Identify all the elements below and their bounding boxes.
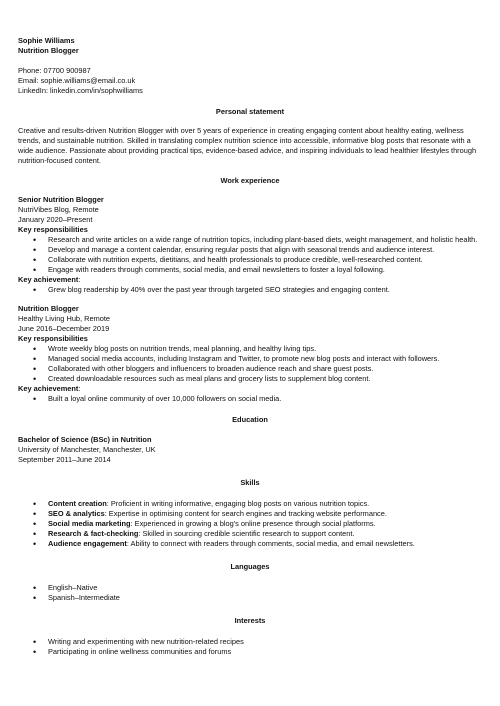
candidate-role: Nutrition Blogger bbox=[18, 46, 79, 55]
list-item: • Created downloadable resources such as meal plans and grocery lists to supplement blog content. bbox=[18, 374, 482, 384]
interests-list bbox=[18, 637, 482, 657]
list-item: • Managed social media accounts, including Instagram and Twitter, to promote new blog posts and interact with followers. bbox=[18, 354, 482, 364]
skill-name: Content creation bbox=[48, 499, 107, 508]
education-entry bbox=[18, 435, 482, 465]
language-item: • English–Native bbox=[18, 583, 482, 593]
list-item: • Collaborate with nutrition experts, dietitians, and health professionals to produce credible, well-researched content. bbox=[18, 255, 482, 265]
personal-statement-text: Creative and results-driven Nutrition Blogger with over 5 years of experience in creating engaging content about healthy eating, wellness trends, and sustainable nutrition. Skilled in translating complex nutrition science into accessible, informative blog posts that resonate with a wide audience. Passionate about providing practical tips, evidence-based advice, and inspiring individuals to lead healthier lifestyles through nutrition-focused content. bbox=[18, 126, 477, 165]
achievement-label: Key achievement bbox=[18, 384, 79, 393]
skills-list bbox=[18, 499, 482, 549]
job-entry bbox=[18, 304, 482, 404]
skill-desc: : Experienced in growing a blog's online presence through social platforms. bbox=[130, 519, 376, 528]
languages-list bbox=[18, 583, 482, 603]
interest-item: • Participating in online wellness communities and forums bbox=[18, 647, 482, 657]
contact-phone: Phone: 07700 900987 bbox=[18, 66, 91, 75]
skill-item bbox=[18, 499, 482, 509]
skill-desc: : Expertise in optimising content for search engines and tracking website performance. bbox=[104, 509, 387, 518]
section-title-languages: Languages bbox=[230, 562, 270, 571]
skill-item bbox=[18, 519, 482, 529]
section-title-education: Education bbox=[232, 415, 268, 424]
candidate-name: Sophie Williams bbox=[18, 36, 75, 45]
skill-name: Social media marketing bbox=[48, 519, 131, 528]
responsibilities-list bbox=[18, 235, 482, 275]
skill-name: Audience engagement bbox=[48, 539, 127, 548]
job-dates: January 2020–Present bbox=[18, 215, 93, 224]
list-item: • Engage with readers through comments, social media, and email newsletters to foster a loyal following. bbox=[18, 265, 482, 275]
achievement-heading: Key achievement: bbox=[18, 275, 81, 284]
section-title-interests: Interests bbox=[234, 616, 266, 625]
list-item: • Collaborated with other bloggers and influencers to broaden audience reach and share guest posts. bbox=[18, 364, 482, 374]
list-item: • Grew blog readership by 40% over the past year through targeted SEO strategies and engaging content. bbox=[18, 285, 482, 295]
list-item: • Develop and manage a content calendar, ensuring regular posts that align with seasonal trends and audience interest. bbox=[18, 245, 482, 255]
skill-desc: : Ability to connect with readers through comments, social media, and email newsletters. bbox=[126, 539, 415, 548]
job-company: NutriVibes Blog, Remote bbox=[18, 205, 99, 214]
interest-item: • Writing and experimenting with new nutrition-related recipes bbox=[18, 637, 482, 647]
responsibilities-list bbox=[18, 344, 482, 384]
skill-name: Research & fact-checking bbox=[48, 529, 139, 538]
list-item: • Wrote weekly blog posts on nutrition trends, meal planning, and healthy living tips. bbox=[18, 344, 482, 354]
language-item: • Spanish–Intermediate bbox=[18, 593, 482, 603]
job-entry bbox=[18, 195, 482, 295]
education-school: University of Manchester, Manchester, UK bbox=[18, 445, 156, 454]
section-title-skills: Skills bbox=[240, 478, 260, 487]
skill-item bbox=[18, 529, 482, 539]
job-dates: June 2016–December 2019 bbox=[18, 324, 110, 333]
job-title: Senior Nutrition Blogger bbox=[18, 195, 104, 204]
achievement-list bbox=[18, 285, 482, 295]
skill-desc: : Proficient in writing informative, engaging blog posts on various nutrition topics. bbox=[106, 499, 370, 508]
achievement-heading: Key achievement: bbox=[18, 384, 81, 393]
list-item: • Research and write articles on a wide range of nutrition topics, including plant-based diets, weight management, and holistic health. bbox=[18, 235, 482, 245]
contact-block bbox=[18, 66, 482, 96]
skill-item bbox=[18, 539, 482, 549]
contact-email: Email: sophie.williams@email.co.uk bbox=[18, 76, 136, 85]
skill-desc: : Skilled in sourcing credible scientific research to support content. bbox=[138, 529, 355, 538]
contact-linkedin: LinkedIn: linkedin.com/in/sophwilliams bbox=[18, 86, 143, 95]
list-item: • Built a loyal online community of over 10,000 followers on social media. bbox=[18, 394, 482, 404]
skill-item bbox=[18, 509, 482, 519]
responsibilities-label: Key responsibilities bbox=[18, 225, 88, 234]
section-title-work: Work experience bbox=[220, 176, 280, 185]
education-dates: September 2011–June 2014 bbox=[18, 455, 111, 464]
job-title: Nutrition Blogger bbox=[18, 304, 79, 313]
achievement-list bbox=[18, 394, 482, 404]
skill-name: SEO & analytics bbox=[48, 509, 105, 518]
section-title-personal: Personal statement bbox=[215, 107, 285, 116]
responsibilities-label: Key responsibilities bbox=[18, 334, 88, 343]
job-company: Healthy Living Hub, Remote bbox=[18, 314, 111, 323]
achievement-label: Key achievement bbox=[18, 275, 79, 284]
degree-title: Bachelor of Science (BSc) in Nutrition bbox=[18, 435, 152, 444]
resume-header bbox=[18, 36, 482, 96]
